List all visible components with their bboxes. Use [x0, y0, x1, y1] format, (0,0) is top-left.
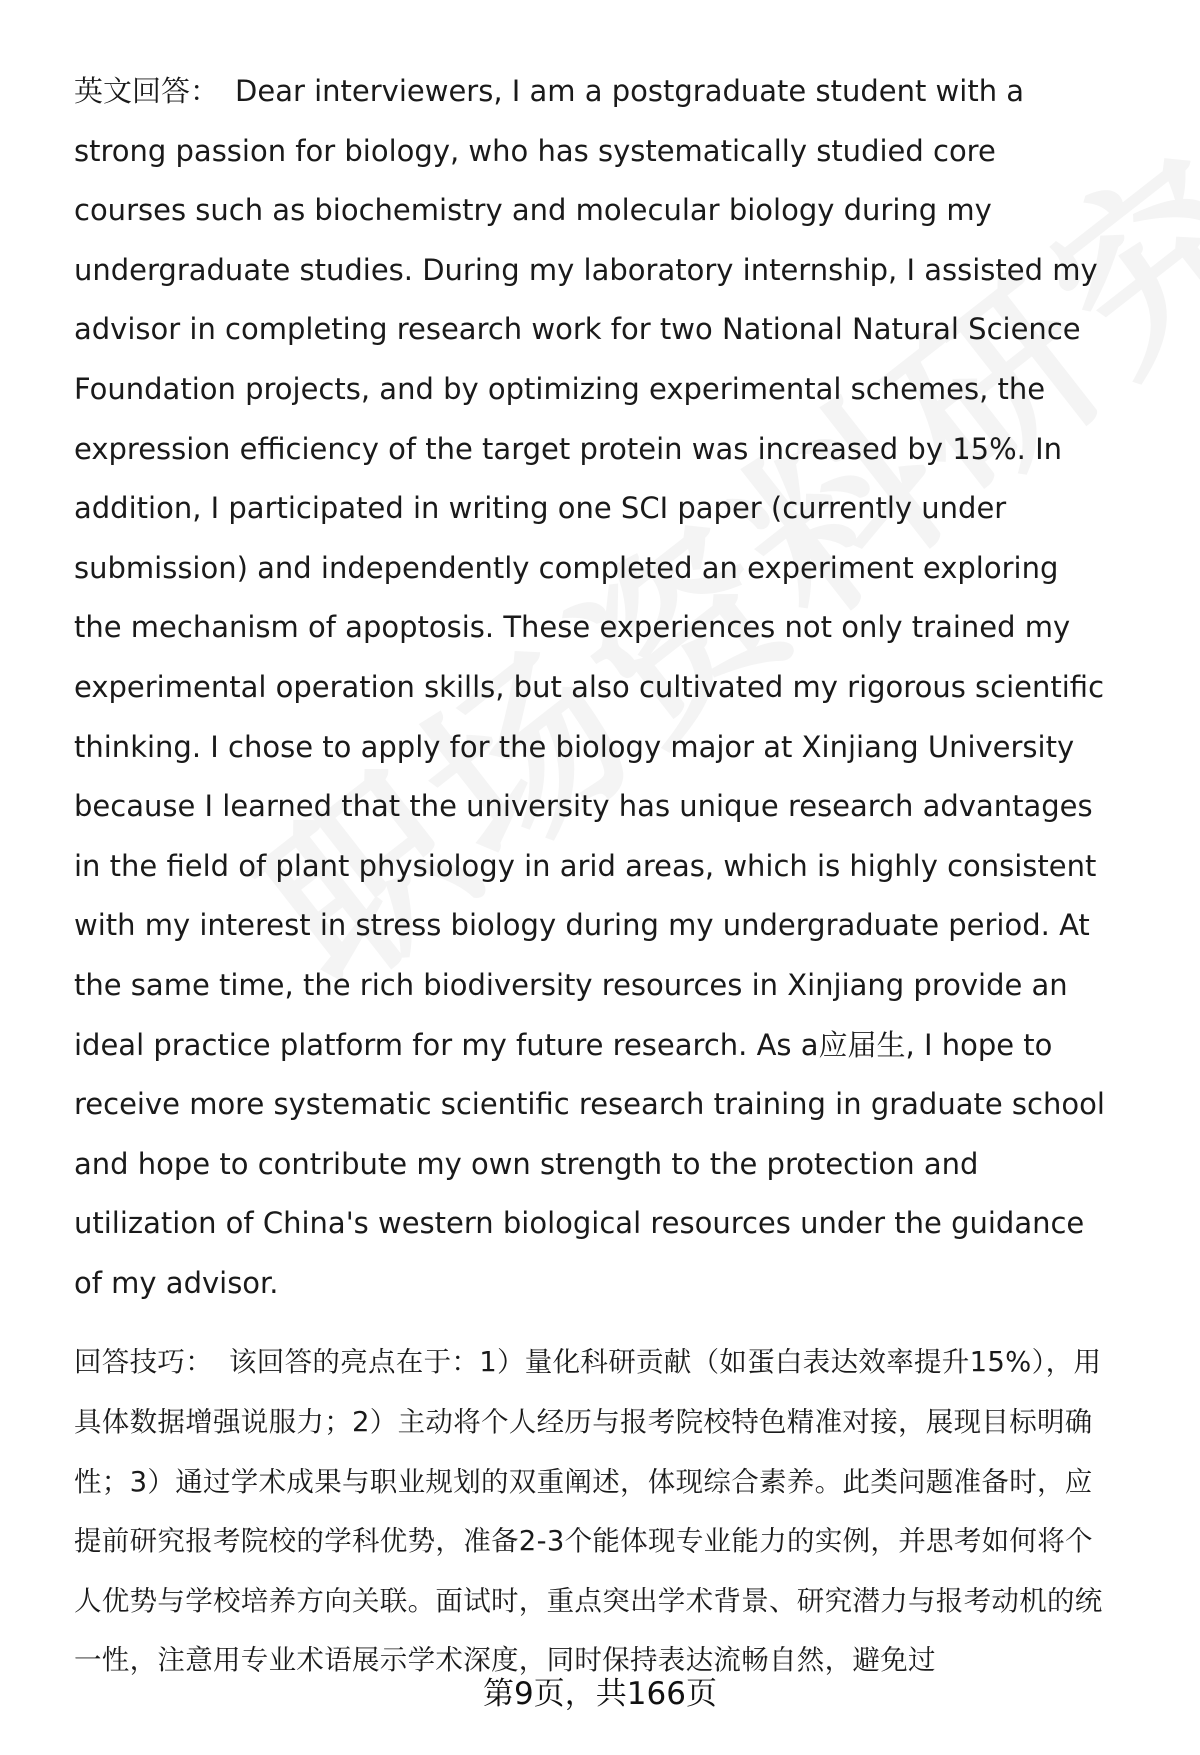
- english-answer-label: 英文回答：: [74, 74, 220, 108]
- answer-tips-label: 回答技巧：: [74, 1346, 213, 1379]
- english-answer-text: Dear interviewers, I am a postgraduate student with a strong passion for biology, who has systematically studied core courses such as biochemistry and molecular biology during my undergraduate studies. During my laboratory internship, I assisted my advisor in completing research work for two National Natural Science Foundation projects, and by optimizing experimental schemes, the expression efficiency of the target protein was increased by 15%. In addition, I participated in writing one SCI paper (currently under submission) and independently completed an experiment exploring the mechanism of apoptosis. These experiences not only trained my experimental operation skills, but also cultivated my rigorous scientific thinking. I chose to apply for the biology major at Xinjiang University because I learned that the university has unique research advantages in the field of plant physiology in arid areas, which is highly consistent with my interest in stress biology during my undergraduate period. At the same time, the rich biodiversity resources in Xinjiang provide an ideal practice platform for my future research. As a应届生, I hope to receive more systematic scientific research training in graduate school and hope to contribute my own strength to the protection and utilization of China's western biological resources under the guidance of my advisor.: [74, 74, 1105, 1300]
- english-answer-paragraph: [74, 62, 1112, 1313]
- answer-tips-text: 该回答的亮点在于：1）量化科研贡献（如蛋白表达效率提升15%），用具体数据增强说服力；2）主动将个人经历与报考院校特色精准对接，展现目标明确性；3）通过学术成果与职业规划的双重阐述，体现综合素养。此类问题准备时，应提前研究报考院校的学科优势，准备2-3个能体现专业能力的实例，并思考如何将个人优势与学校培养方向关联。面试时，重点突出学术背景、研究潜力与报考动机的统一性，注意用专业术语展示学术深度，同时保持表达流畅自然，避免过: [74, 1346, 1103, 1677]
- answer-tips-paragraph: [74, 1333, 1112, 1691]
- page-number-footer: 第9页，共166页: [483, 1676, 717, 1712]
